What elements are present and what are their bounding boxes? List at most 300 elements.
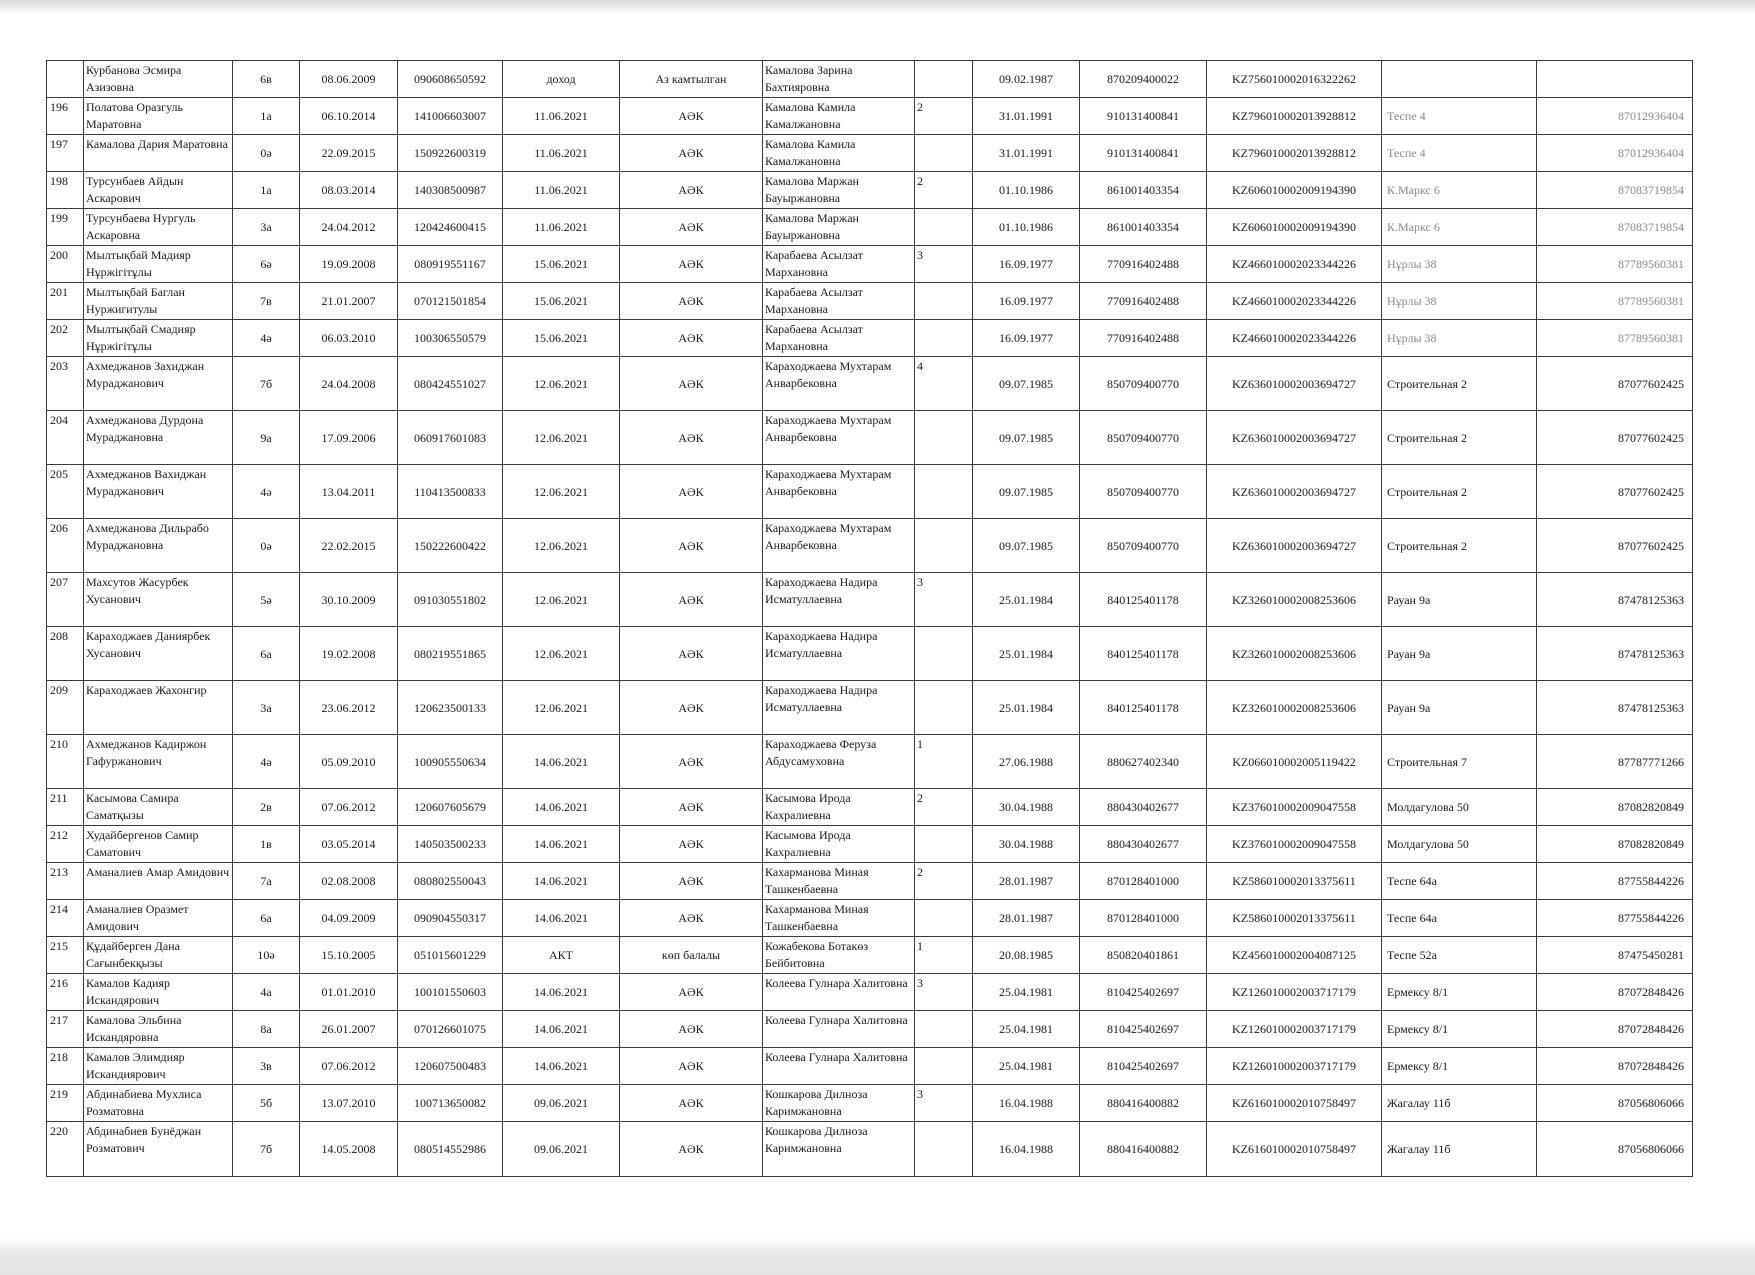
student-aid-table	[46, 60, 1693, 1177]
parent-iin: 770916402488	[1080, 283, 1207, 320]
row-number: 206	[47, 519, 84, 573]
parent-name: Камалова Камила Камалжановна	[763, 135, 915, 172]
class-cell: 4ә	[233, 465, 300, 519]
category-cell: АӘК	[620, 627, 763, 681]
student-name: Ахмеджанов Захиджан Мураджанович	[84, 357, 233, 411]
table-row	[47, 61, 1693, 98]
parent-birth-date: 16.04.1988	[973, 1122, 1080, 1177]
birth-date: 06.10.2014	[300, 98, 398, 135]
table-row	[47, 681, 1693, 735]
parent-name: Карабаева Асылзат Мархановна	[763, 283, 915, 320]
parent-name: Кахарманова Миная Ташкенбаевна	[763, 900, 915, 937]
birth-date: 21.01.2007	[300, 283, 398, 320]
birth-date: 05.09.2010	[300, 735, 398, 789]
class-cell: 9а	[233, 411, 300, 465]
parent-name: Караходжаева Мухтарам Анварбековна	[763, 465, 915, 519]
children-count	[915, 1048, 973, 1085]
parent-iin: 850709400770	[1080, 357, 1207, 411]
row-number: 202	[47, 320, 84, 357]
student-iin: 100306550579	[398, 320, 503, 357]
student-name: Ахмеджанова Дурдона Мураджановна	[84, 411, 233, 465]
student-name: Абдинабиева Мухлиса Розматовна	[84, 1085, 233, 1122]
student-iin: 070121501854	[398, 283, 503, 320]
parent-birth-date: 30.04.1988	[973, 826, 1080, 863]
category-cell: АӘК	[620, 1011, 763, 1048]
scan-bottom-edge	[0, 1238, 1755, 1275]
parent-name: Камалова Маржан Бауыржановна	[763, 209, 915, 246]
parent-birth-date: 09.07.1985	[973, 357, 1080, 411]
decision-date: 12.06.2021	[503, 357, 620, 411]
children-count: 1	[915, 735, 973, 789]
student-name: Ахмеджанов Кадиржон Гафуржанович	[84, 735, 233, 789]
table-row	[47, 863, 1693, 900]
children-count: 3	[915, 573, 973, 627]
phone-cell: 87056806066	[1537, 1122, 1693, 1177]
bank-account: KZ456010002004087125	[1207, 937, 1382, 974]
bank-account: KZ376010002009047558	[1207, 789, 1382, 826]
children-count: 2	[915, 172, 973, 209]
parent-name: Караходжаева Феруза Абдусамуховна	[763, 735, 915, 789]
table-row	[47, 1085, 1693, 1122]
address-cell: Ермексу 8/1	[1382, 974, 1537, 1011]
phone-cell: 87789560381	[1537, 320, 1693, 357]
decision-date: 14.06.2021	[503, 1048, 620, 1085]
phone-cell: 87789560381	[1537, 246, 1693, 283]
parent-iin: 880416400882	[1080, 1085, 1207, 1122]
parent-birth-date: 25.04.1981	[973, 1048, 1080, 1085]
children-count	[915, 900, 973, 937]
category-cell: АӘК	[620, 1048, 763, 1085]
bank-account: KZ326010002008253606	[1207, 573, 1382, 627]
bank-account: KZ636010002003694727	[1207, 357, 1382, 411]
decision-date: 14.06.2021	[503, 974, 620, 1011]
parent-birth-date: 30.04.1988	[973, 789, 1080, 826]
children-count	[915, 320, 973, 357]
student-name: Мылтықбай Баглан Нуржигитулы	[84, 283, 233, 320]
student-name: Ахмеджанов Вахиджан Мураджанович	[84, 465, 233, 519]
address-cell: Молдагулова 50	[1382, 789, 1537, 826]
address-cell: Строительная 2	[1382, 357, 1537, 411]
student-iin: 080424551027	[398, 357, 503, 411]
decision-date: 09.06.2021	[503, 1122, 620, 1177]
category-cell: АӘК	[620, 411, 763, 465]
category-cell: АӘК	[620, 135, 763, 172]
table-row	[47, 1011, 1693, 1048]
birth-date: 19.09.2008	[300, 246, 398, 283]
children-count	[915, 627, 973, 681]
phone-cell: 87755844226	[1537, 900, 1693, 937]
row-number: 196	[47, 98, 84, 135]
bank-account: KZ326010002008253606	[1207, 627, 1382, 681]
phone-cell: 87012936404	[1537, 135, 1693, 172]
class-cell: 2в	[233, 789, 300, 826]
children-count	[915, 1122, 973, 1177]
bank-account: KZ636010002003694727	[1207, 519, 1382, 573]
student-iin: 120424600415	[398, 209, 503, 246]
row-number: 208	[47, 627, 84, 681]
class-cell: 8а	[233, 1011, 300, 1048]
category-cell: АӘК	[620, 789, 763, 826]
decision-date: 12.06.2021	[503, 573, 620, 627]
decision-date: 15.06.2021	[503, 246, 620, 283]
decision-date: доход	[503, 61, 620, 98]
children-count: 2	[915, 863, 973, 900]
class-cell: 0ә	[233, 135, 300, 172]
parent-iin: 910131400841	[1080, 135, 1207, 172]
decision-date: 12.06.2021	[503, 465, 620, 519]
birth-date: 22.09.2015	[300, 135, 398, 172]
parent-name: Караходжаева Надира Исматуллаевна	[763, 681, 915, 735]
decision-date: 11.06.2021	[503, 172, 620, 209]
table-row	[47, 283, 1693, 320]
phone-cell: 87475450281	[1537, 937, 1693, 974]
parent-name: Караходжаева Мухтарам Анварбековна	[763, 357, 915, 411]
parent-iin: 870128401000	[1080, 900, 1207, 937]
phone-cell: 87072848426	[1537, 974, 1693, 1011]
table-row	[47, 172, 1693, 209]
children-count: 3	[915, 974, 973, 1011]
class-cell: 7а	[233, 863, 300, 900]
student-name: Худайбергенов Самир Саматович	[84, 826, 233, 863]
parent-iin: 880627402340	[1080, 735, 1207, 789]
children-count: 4	[915, 357, 973, 411]
row-number: 204	[47, 411, 84, 465]
parent-iin: 810425402697	[1080, 1011, 1207, 1048]
student-iin: 110413500833	[398, 465, 503, 519]
parent-name: Колеева Гулнара Халитовна	[763, 1011, 915, 1048]
parent-birth-date: 16.09.1977	[973, 246, 1080, 283]
address-cell: Теспе 4	[1382, 135, 1537, 172]
phone-cell: 87072848426	[1537, 1011, 1693, 1048]
student-name: Құдайберген Дана Сағынбекқызы	[84, 937, 233, 974]
decision-date: АКТ	[503, 937, 620, 974]
student-name: Махсутов Жасурбек Хусанович	[84, 573, 233, 627]
bank-account: KZ616010002010758497	[1207, 1085, 1382, 1122]
birth-date: 02.08.2008	[300, 863, 398, 900]
student-iin: 140308500987	[398, 172, 503, 209]
address-cell	[1382, 61, 1537, 98]
parent-iin: 861001403354	[1080, 209, 1207, 246]
bank-account: KZ796010002013928812	[1207, 98, 1382, 135]
class-cell: 3а	[233, 209, 300, 246]
address-cell: Строительная 2	[1382, 411, 1537, 465]
address-cell: Строительная 2	[1382, 519, 1537, 573]
class-cell: 1а	[233, 98, 300, 135]
children-count	[915, 61, 973, 98]
student-name: Камалова Эльбина Искандяровна	[84, 1011, 233, 1048]
table-row	[47, 937, 1693, 974]
table-row	[47, 411, 1693, 465]
parent-iin: 770916402488	[1080, 320, 1207, 357]
parent-birth-date: 16.09.1977	[973, 283, 1080, 320]
birth-date: 13.07.2010	[300, 1085, 398, 1122]
row-number: 203	[47, 357, 84, 411]
table-row	[47, 209, 1693, 246]
category-cell: АӘК	[620, 519, 763, 573]
children-count: 3	[915, 1085, 973, 1122]
table-row	[47, 135, 1693, 172]
class-cell: 1а	[233, 172, 300, 209]
row-number: 201	[47, 283, 84, 320]
decision-date: 14.06.2021	[503, 900, 620, 937]
children-count	[915, 283, 973, 320]
category-cell: АӘК	[620, 974, 763, 1011]
parent-iin: 910131400841	[1080, 98, 1207, 135]
parent-iin: 880416400882	[1080, 1122, 1207, 1177]
parent-name: Касымова Ирода Кахралиевна	[763, 826, 915, 863]
phone-cell: 87077602425	[1537, 465, 1693, 519]
category-cell: АӘК	[620, 172, 763, 209]
birth-date: 01.01.2010	[300, 974, 398, 1011]
phone-cell: 87077602425	[1537, 411, 1693, 465]
class-cell: 7в	[233, 283, 300, 320]
student-iin: 100713650082	[398, 1085, 503, 1122]
decision-date: 14.06.2021	[503, 826, 620, 863]
birth-date: 07.06.2012	[300, 789, 398, 826]
bank-account: KZ126010002003717179	[1207, 1011, 1382, 1048]
student-name: Турсунбаева Нургуль Аскаровна	[84, 209, 233, 246]
address-cell: Нұрлы 38	[1382, 283, 1537, 320]
row-number: 219	[47, 1085, 84, 1122]
student-iin: 150922600319	[398, 135, 503, 172]
category-cell: АӘК	[620, 826, 763, 863]
phone-cell: 87789560381	[1537, 283, 1693, 320]
student-iin: 080219551865	[398, 627, 503, 681]
parent-birth-date: 25.04.1981	[973, 1011, 1080, 1048]
class-cell: 6ә	[233, 246, 300, 283]
table-row	[47, 573, 1693, 627]
category-cell: АӘК	[620, 1122, 763, 1177]
class-cell: 3а	[233, 681, 300, 735]
scan-top-edge	[0, 0, 1755, 14]
parent-name: Караходжаева Мухтарам Анварбековна	[763, 519, 915, 573]
address-cell: Молдагулова 50	[1382, 826, 1537, 863]
children-count	[915, 209, 973, 246]
birth-date: 06.03.2010	[300, 320, 398, 357]
bank-account: KZ326010002008253606	[1207, 681, 1382, 735]
decision-date: 14.06.2021	[503, 735, 620, 789]
parent-iin: 850709400770	[1080, 411, 1207, 465]
parent-name: Карабаева Асылзат Мархановна	[763, 320, 915, 357]
class-cell: 5б	[233, 1085, 300, 1122]
parent-iin: 880430402677	[1080, 826, 1207, 863]
category-cell: АӘК	[620, 246, 763, 283]
parent-birth-date: 16.09.1977	[973, 320, 1080, 357]
decision-date: 15.06.2021	[503, 320, 620, 357]
address-cell: Рауан 9а	[1382, 681, 1537, 735]
parent-name: Камалова Камила Камалжановна	[763, 98, 915, 135]
bank-account: KZ586010002013375611	[1207, 900, 1382, 937]
table-row	[47, 98, 1693, 135]
children-count	[915, 465, 973, 519]
table-row	[47, 826, 1693, 863]
children-count: 2	[915, 98, 973, 135]
row-number: 216	[47, 974, 84, 1011]
children-count: 1	[915, 937, 973, 974]
decision-date: 09.06.2021	[503, 1085, 620, 1122]
birth-date: 26.01.2007	[300, 1011, 398, 1048]
parent-birth-date: 28.01.1987	[973, 900, 1080, 937]
student-name: Камалов Кадияр Искандярович	[84, 974, 233, 1011]
children-count	[915, 135, 973, 172]
parent-birth-date: 16.04.1988	[973, 1085, 1080, 1122]
phone-cell: 87012936404	[1537, 98, 1693, 135]
row-number: 213	[47, 863, 84, 900]
class-cell: 1в	[233, 826, 300, 863]
address-cell: Теспе 64а	[1382, 863, 1537, 900]
student-name: Караходжаев Жахонгир	[84, 681, 233, 735]
parent-name: Камалова Маржан Бауыржановна	[763, 172, 915, 209]
student-iin: 091030551802	[398, 573, 503, 627]
decision-date: 12.06.2021	[503, 627, 620, 681]
address-cell: Строительная 7	[1382, 735, 1537, 789]
class-cell: 4ә	[233, 320, 300, 357]
parent-iin: 850709400770	[1080, 465, 1207, 519]
decision-date: 14.06.2021	[503, 789, 620, 826]
table-row	[47, 974, 1693, 1011]
student-iin: 120607500483	[398, 1048, 503, 1085]
row-number: 209	[47, 681, 84, 735]
student-name: Караходжаев Даниярбек Хусанович	[84, 627, 233, 681]
birth-date: 14.05.2008	[300, 1122, 398, 1177]
class-cell: 7б	[233, 357, 300, 411]
parent-name: Колеева Гулнара Халитовна	[763, 974, 915, 1011]
student-iin: 100905550634	[398, 735, 503, 789]
phone-cell: 87077602425	[1537, 519, 1693, 573]
parent-name: Караходжаева Надира Исматуллаевна	[763, 627, 915, 681]
parent-iin: 770916402488	[1080, 246, 1207, 283]
table-row	[47, 519, 1693, 573]
category-cell: көп балалы	[620, 937, 763, 974]
birth-date: 13.04.2011	[300, 465, 398, 519]
bank-account: KZ756010002016322262	[1207, 61, 1382, 98]
student-name: Мылтықбай Мадияр Нұржігітұлы	[84, 246, 233, 283]
parent-name: Камалова Зарина Бахтияровна	[763, 61, 915, 98]
row-number: 197	[47, 135, 84, 172]
category-cell: АӘК	[620, 283, 763, 320]
address-cell: К.Маркс 6	[1382, 172, 1537, 209]
birth-date: 30.10.2009	[300, 573, 398, 627]
category-cell: АӘК	[620, 863, 763, 900]
bank-account: KZ126010002003717179	[1207, 974, 1382, 1011]
row-number: 220	[47, 1122, 84, 1177]
phone-cell: 87478125363	[1537, 627, 1693, 681]
parent-birth-date: 01.10.1986	[973, 172, 1080, 209]
decision-date: 12.06.2021	[503, 411, 620, 465]
student-iin: 140503500233	[398, 826, 503, 863]
bank-account: KZ466010002023344226	[1207, 246, 1382, 283]
student-name: Камалов Элимдияр Искандиярович	[84, 1048, 233, 1085]
row-number: 214	[47, 900, 84, 937]
phone-cell	[1537, 61, 1693, 98]
decision-date: 14.06.2021	[503, 1011, 620, 1048]
parent-name: Кошкарова Дилноза Каримжановна	[763, 1122, 915, 1177]
birth-date: 08.03.2014	[300, 172, 398, 209]
student-name: Мылтықбай Смадияр Нұржігітұлы	[84, 320, 233, 357]
student-iin: 090904550317	[398, 900, 503, 937]
parent-iin: 870209400022	[1080, 61, 1207, 98]
student-name: Касымова Самира Саматқызы	[84, 789, 233, 826]
category-cell: АӘК	[620, 573, 763, 627]
bank-account: KZ376010002009047558	[1207, 826, 1382, 863]
birth-date: 19.02.2008	[300, 627, 398, 681]
student-name: Камалова Дария Маратовна	[84, 135, 233, 172]
parent-birth-date: 25.01.1984	[973, 627, 1080, 681]
bank-account: KZ606010002009194390	[1207, 209, 1382, 246]
category-cell: АӘК	[620, 735, 763, 789]
address-cell: Рауан 9а	[1382, 627, 1537, 681]
bank-account: KZ126010002003717179	[1207, 1048, 1382, 1085]
parent-name: Карабаева Асылзат Мархановна	[763, 246, 915, 283]
row-number	[47, 61, 84, 98]
parent-iin: 840125401178	[1080, 573, 1207, 627]
birth-date: 22.02.2015	[300, 519, 398, 573]
bank-account: KZ616010002010758497	[1207, 1122, 1382, 1177]
bank-account: KZ066010002005119422	[1207, 735, 1382, 789]
parent-iin: 840125401178	[1080, 627, 1207, 681]
student-iin: 080514552986	[398, 1122, 503, 1177]
row-number: 212	[47, 826, 84, 863]
birth-date: 15.10.2005	[300, 937, 398, 974]
student-iin: 080919551167	[398, 246, 503, 283]
bank-account: KZ586010002013375611	[1207, 863, 1382, 900]
children-count	[915, 411, 973, 465]
address-cell: Нұрлы 38	[1382, 246, 1537, 283]
parent-birth-date: 09.07.1985	[973, 519, 1080, 573]
row-number: 198	[47, 172, 84, 209]
class-cell: 4а	[233, 974, 300, 1011]
class-cell: 10ә	[233, 937, 300, 974]
bank-account: KZ466010002023344226	[1207, 283, 1382, 320]
parent-name: Кошкарова Дилноза Каримжановна	[763, 1085, 915, 1122]
class-cell: 5ә	[233, 573, 300, 627]
parent-birth-date: 20.08.1985	[973, 937, 1080, 974]
phone-cell: 87072848426	[1537, 1048, 1693, 1085]
bank-account: KZ636010002003694727	[1207, 465, 1382, 519]
parent-birth-date: 25.04.1981	[973, 974, 1080, 1011]
student-iin: 141006603007	[398, 98, 503, 135]
class-cell: 6в	[233, 61, 300, 98]
phone-cell: 87056806066	[1537, 1085, 1693, 1122]
children-count	[915, 681, 973, 735]
address-cell: Жагалау 11б	[1382, 1122, 1537, 1177]
address-cell: Рауан 9а	[1382, 573, 1537, 627]
table-row	[47, 789, 1693, 826]
birth-date: 23.06.2012	[300, 681, 398, 735]
decision-date: 11.06.2021	[503, 135, 620, 172]
class-cell: 7б	[233, 1122, 300, 1177]
row-number: 210	[47, 735, 84, 789]
parent-birth-date: 31.01.1991	[973, 98, 1080, 135]
parent-name: Караходжаева Надира Исматуллаевна	[763, 573, 915, 627]
student-name: Аманалиев Оразмет Амидович	[84, 900, 233, 937]
phone-cell: 87787771266	[1537, 735, 1693, 789]
student-iin: 051015601229	[398, 937, 503, 974]
table-row	[47, 320, 1693, 357]
class-cell: 6а	[233, 900, 300, 937]
address-cell: Нұрлы 38	[1382, 320, 1537, 357]
student-name: Абдинабиев Бунёджан Розматович	[84, 1122, 233, 1177]
student-iin: 080802550043	[398, 863, 503, 900]
student-iin: 070126601075	[398, 1011, 503, 1048]
table-row	[47, 627, 1693, 681]
children-count	[915, 1011, 973, 1048]
category-cell: АӘК	[620, 681, 763, 735]
student-iin: 060917601083	[398, 411, 503, 465]
student-iin: 100101550603	[398, 974, 503, 1011]
parent-iin: 880430402677	[1080, 789, 1207, 826]
birth-date: 17.09.2006	[300, 411, 398, 465]
